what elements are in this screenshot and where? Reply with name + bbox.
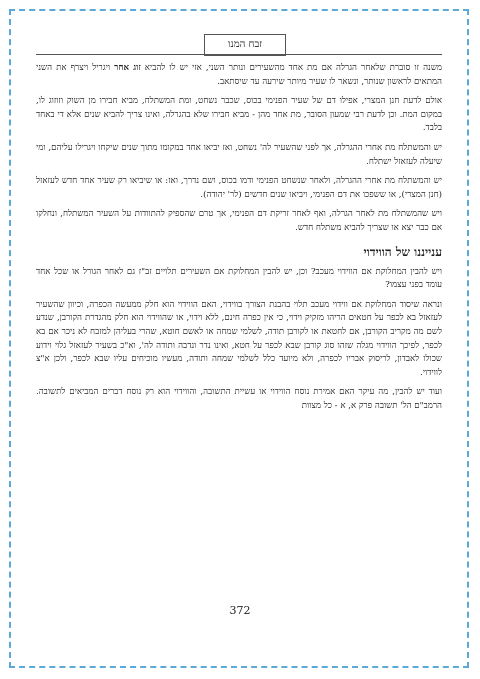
page-number: 372 <box>229 604 251 617</box>
paragraph-1-pre: משנה זו סוברת שלאחר הגרלה אם מת אחד מהשעירים ונותר השני, אזי יש לו להביא <box>140 63 443 73</box>
page-content <box>36 62 442 419</box>
section-heading: ענייננו של הווידוי <box>363 244 442 259</box>
section-paragraph-3: ועוד יש להבין, מה עיקר האם אמירת נוסח הווידוי או עשיית התשובה, והווידוי הוא רק נוסח דברים המביאים לתשובה. הרמב"ם הל' תשובה פרק א, א - כל מצוות <box>36 387 442 411</box>
paragraph-1 <box>36 62 442 89</box>
paragraph-3: יש והמשתלח מת אחרי ההגרלה, אך לפני שהשעיר לה' נשחט, ואז יביאו אחד במקומו מתוך שנים שיקחו ויגרילו עליהם, ומי שיעלה לעזאזל ישתלח. <box>36 142 442 167</box>
paragraph-1-post: ויגריל ויצרף את השני המתאים לראשון שנותר, ונשאר לו שעיר מיותר שירעה עד שיסתאב. <box>36 63 442 87</box>
header-rule <box>36 54 442 55</box>
section-paragraph-1: ויש להבין המחלוקת אם הווידוי מעכב? וכן, יש להבין המחלוקת אם השעירים תלויים זב"ז גם לאחר הגורל או שכל אחד עומד בפני עצמו? <box>36 266 442 291</box>
running-header: זבח המנו <box>204 34 286 56</box>
section-paragraph-2: ונראה שיסוד המחלוקת אם ווידוי מעכב תלוי בהבנת הצורך בווידוי, האם הווידוי הוא חלק ממעשה הכפרה, וכיוון שהשעיר לעזאזל בא לכפר על חטאים הריהו מזקיק וידוי, כי אין כפרה חינם, ללא וידוי, או שהווידוי הוא חלק מהגדרת הקורבן, שנדע לשם מה מקריב הקורבן, אם לחטאת או לקורבן תודה, לשלמי שמחה או לאשם חוטא, שהרי בעליהן למזבח לא ניכר אם בא לכפר, לפיכך הווידוי מגלה שזהו סוג קורבן שבא לכפר על חטא, ואינו נדר ונדבה ותודה לה', וא"כ בשעיר לעזאזל גלוי וידוע שכולו לאבדון, לריסוק אבריו לכפרה, ולא מיועד כלל לשלמי שמחה ותודה, מעשיו מוכיחים עליו שבא לכפר, ולכן א"צ לווידוי. <box>36 299 442 378</box>
paragraph-4: יש והמשתלח מת אחרי ההגרלה, ולאחר שנשחט הפנימי ודמו בכוס, ושם נדרך, ואז: או שיביאו רק שעיר אחד חדש לעזאזל (חנן המצרי), או ששפכו את דם הפנימי, ויביאו שנים חדשים (לר' יהודה). <box>36 176 442 200</box>
paragraph-2: אולם לדעת חנן המצרי, אפילו דם של שעיר הפנימי בכוס, שכבר נשחט, ומת המשתלח, מביא חבירו מן השוק וזוזוג לו, במקום המת. וכן לדעת רבי שמעון הסובר, מת אחד מהן - מביא חבירו שלא בהגרלה, ואינו צריך להביא שנים אלא די באחד בלבד. <box>36 96 442 134</box>
paragraph-1-bold: זוג אחר <box>114 63 141 73</box>
paragraph-5: ויש שהמשתלח מת לאחר הגרלה, ואף לאחר זריקת דם הפנימי, אך טרם שהספיק להתוודות על השעיר המשתלח, ונחלקו אם כבר יצא או שצריך להביא משתלח חדש. <box>36 209 442 233</box>
